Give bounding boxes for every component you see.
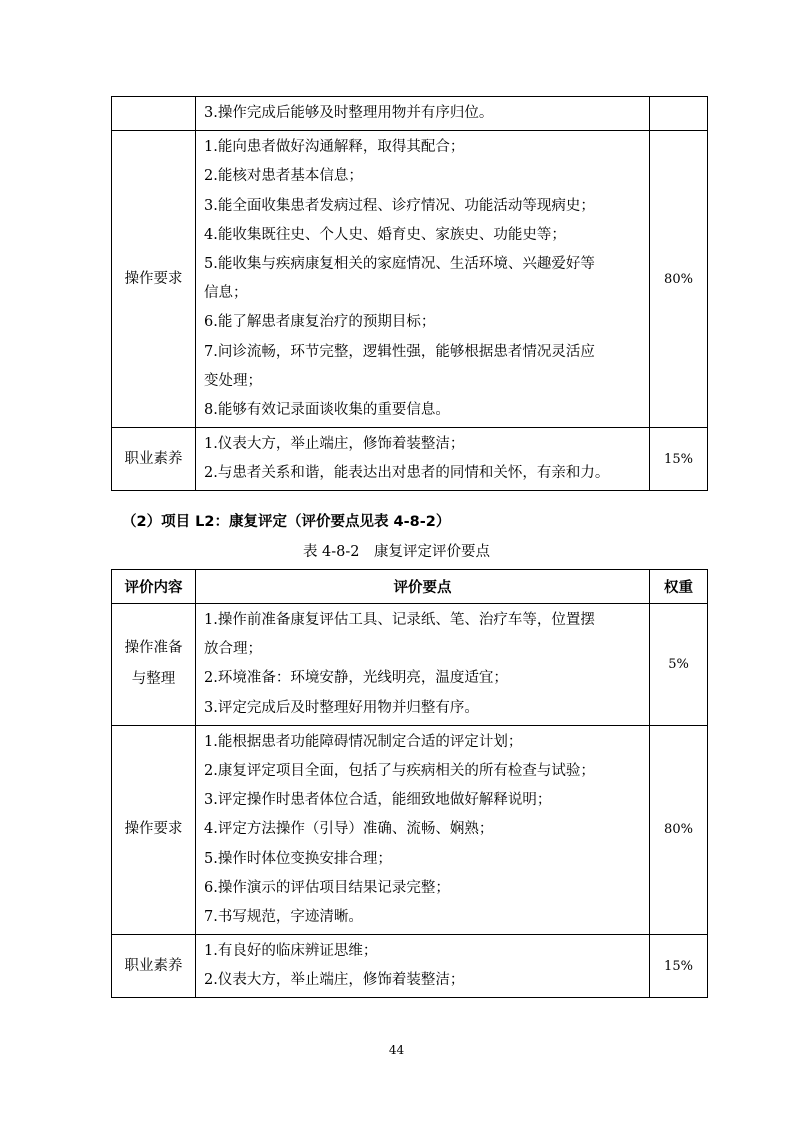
point-line: 2.仪表大方，举止端庄，修饰着装整洁； — [204, 972, 465, 989]
table-row — [112, 131, 708, 428]
point-line: 4.评定方法操作（引导）准确、流畅、娴熟； — [204, 821, 494, 838]
points-cell — [196, 935, 650, 998]
content-label: 职业素养 — [112, 935, 196, 998]
section-heading: （2）项目 L2：康复评定（评价要点见表 4-8-2） — [122, 514, 451, 530]
table-caption: 表 4-8-2 康复评定评价要点 — [302, 544, 491, 560]
content-label — [112, 604, 196, 726]
empty-cell — [650, 97, 708, 131]
point-line: 1.能向患者做好沟通解释，取得其配合； — [204, 139, 465, 156]
table-row — [112, 604, 708, 726]
evaluation-table-4-8-2 — [111, 569, 708, 998]
content-label: 操作要求 — [112, 725, 196, 934]
point-line: 3.能全面收集患者发病过程、诊疗情况、功能活动等现病史； — [204, 197, 595, 214]
point-line: 2.环境准备：环境安静，光线明亮，温度适宜； — [204, 670, 508, 687]
point-line: 变处理； — [204, 372, 262, 389]
point-line: 3.评定完成后及时整理好用物并归整有序。 — [204, 699, 479, 716]
points-cell — [196, 725, 650, 934]
point-line: 7.问诊流畅，环节完整，逻辑性强，能够根据患者情况灵活应 — [204, 343, 595, 360]
content-label-line: 与整理 — [131, 671, 176, 688]
point-line: 4.能收集既往史、个人史、婚育史、家族史、功能史等； — [204, 226, 566, 243]
points-cell — [196, 428, 650, 491]
point-line: 5.能收集与疾病康复相关的家庭情况、生活环境、兴趣爱好等 — [204, 255, 595, 272]
point-line: 1.操作前准备康复评估工具、记录纸、笔、治疗车等，位置摆 — [204, 612, 595, 628]
table-row — [112, 935, 708, 998]
table-row — [112, 97, 708, 131]
weight-cell: 5% — [650, 604, 708, 726]
evaluation-table-continued — [111, 96, 708, 491]
header-points: 评价要点 — [196, 570, 650, 604]
point-line: 1.能根据患者功能障碍情况制定合适的评定计划； — [204, 733, 523, 750]
weight-cell: 80% — [650, 131, 708, 428]
weight-cell: 80% — [650, 725, 708, 934]
weight-cell: 15% — [650, 428, 708, 491]
point-line: 3.操作完成后能够及时整理用物并有序归位。 — [204, 105, 494, 121]
point-line: 1.仪表大方，举止端庄，修饰着装整洁； — [204, 436, 465, 453]
points-cell — [196, 131, 650, 428]
empty-cell — [112, 97, 196, 131]
point-line: 5.操作时体位变换安排合理； — [204, 850, 392, 867]
table-row — [112, 428, 708, 491]
point-line: 2.与患者关系和谐，能表达出对患者的同情和关怀，有亲和力。 — [204, 465, 610, 482]
point-line: 1.有良好的临床辨证思维； — [204, 943, 378, 960]
point-line: 放合理； — [204, 641, 262, 658]
point-line: 6.能了解患者康复治疗的预期目标； — [204, 314, 436, 331]
points-cell — [196, 97, 650, 131]
point-line: 3.评定操作时患者体位合适，能细致地做好解释说明； — [204, 792, 552, 809]
points-cell — [196, 604, 650, 726]
table-header-row — [112, 570, 708, 604]
table-row — [112, 725, 708, 934]
page-number: 44 — [388, 1043, 405, 1057]
point-line: 7.书写规范，字迹清晰。 — [204, 908, 363, 925]
point-line: 6.操作演示的评估项目结果记录完整； — [204, 879, 450, 896]
header-weight: 权重 — [650, 570, 708, 604]
point-line: 8.能够有效记录面谈收集的重要信息。 — [204, 401, 450, 418]
content-label-line: 操作准备 — [124, 640, 183, 657]
header-content: 评价内容 — [112, 570, 196, 604]
content-label: 职业素养 — [112, 428, 196, 491]
point-line: 2.能核对患者基本信息； — [204, 168, 363, 185]
content-label: 操作要求 — [112, 131, 196, 428]
point-line: 2.康复评定项目全面，包括了与疾病相关的所有检查与试验； — [204, 762, 595, 779]
weight-cell: 15% — [650, 935, 708, 998]
point-line: 信息； — [204, 285, 248, 302]
